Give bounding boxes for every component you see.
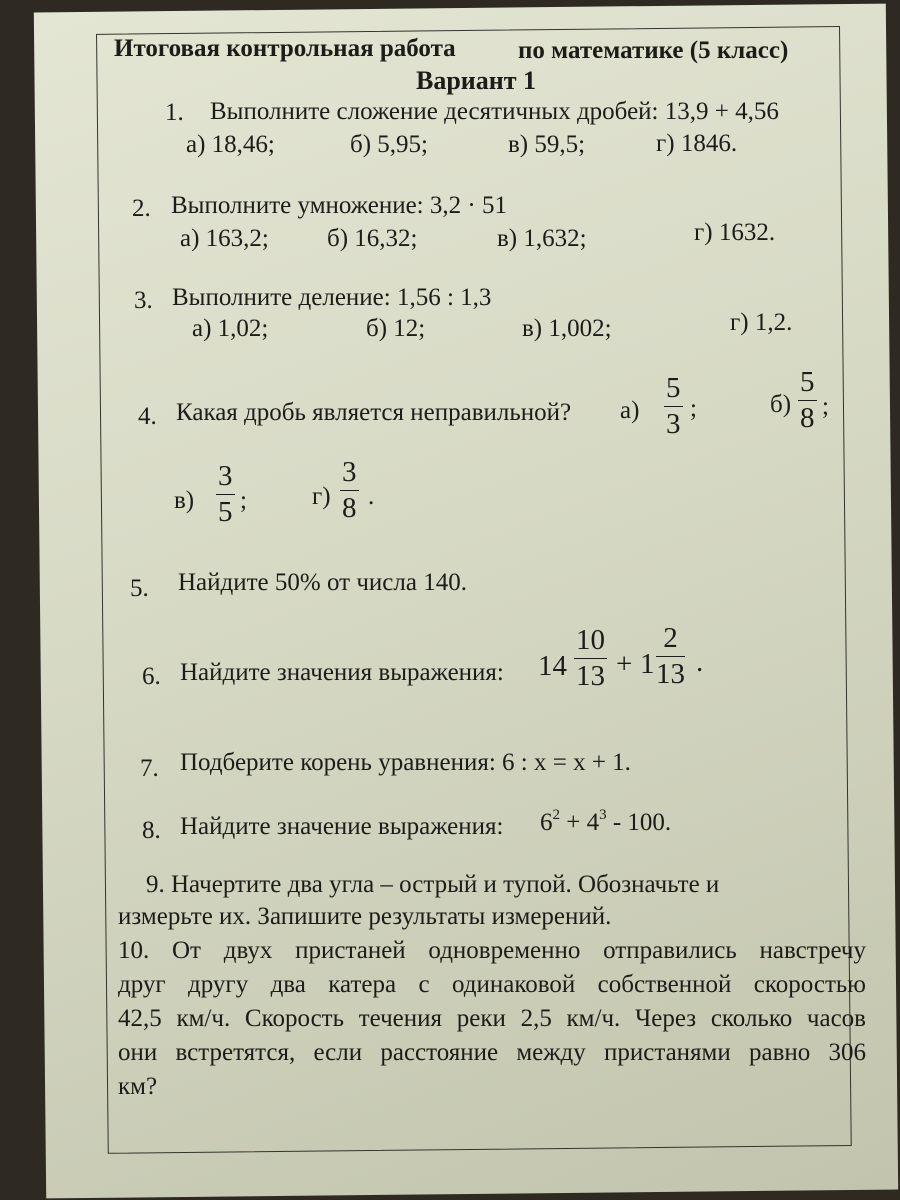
numerator: 10 (574, 626, 607, 659)
option-a: а) 18,46; (186, 131, 275, 158)
question-text-line-1: 10. От двух пристаней одновременно отправились навстречу (118, 937, 866, 964)
fraction-2 (656, 624, 685, 689)
subject-label: по математике (5 класс) (518, 37, 789, 64)
denominator: 8 (800, 402, 815, 434)
question-text-line-5: км? (118, 1073, 158, 1100)
option-v-end: ; (240, 487, 247, 514)
option-a: а) 163,2; (180, 225, 269, 252)
option-b-label: б) (770, 391, 792, 418)
expression-tail: - 100. (612, 809, 672, 836)
question-text-line-1: 9. Начертите два угла – острый и тупой. Обозначьте и (146, 871, 720, 898)
question-text-line-4: они встретятся, если расстояние между пристанями равно 306 (118, 1039, 866, 1066)
exponent-2: 3 (599, 807, 607, 823)
question-text-line-2: друг другу два катера с одинаковой собственной скоростью (118, 971, 866, 998)
question-number: 8. (142, 817, 161, 844)
question-text-line-3: 42,5 км/ч. Скорость течения реки 2,5 км/ч. Через сколько часов (118, 1005, 866, 1032)
fraction-a (664, 374, 683, 439)
question-text: Выполните деление: 1,56 : 1,3 (172, 284, 492, 311)
option-v: в) 1,632; (497, 225, 587, 252)
expression-end: . (696, 646, 704, 678)
option-v: в) 1,002; (522, 315, 612, 342)
denominator: 13 (656, 658, 685, 690)
numerator: 5 (664, 374, 683, 407)
numerator: 2 (656, 624, 685, 657)
question-text: Найдите значение выражения: (180, 813, 504, 840)
question-number: 7. (140, 755, 159, 782)
option-a: а) 1,02; (192, 315, 269, 342)
exponent-1: 2 (552, 807, 560, 823)
question-text: Подберите корень уравнения: 6 : x = x + 1. (180, 749, 631, 776)
question-text: Найдите 50% от числа 140. (178, 569, 467, 596)
mixed-whole-2: 1 (640, 648, 655, 680)
question-text: Выполните умножение: 3,2 · 51 (171, 192, 507, 219)
option-g: г) 1846. (656, 130, 738, 157)
numerator: 5 (798, 368, 817, 401)
option-g: г) 1,2. (730, 309, 793, 336)
variant-label: Вариант 1 (416, 66, 537, 95)
option-g-end: . (368, 483, 375, 510)
question-number: 5. (130, 575, 149, 602)
question-text: Какая дробь является неправильной? (176, 399, 572, 426)
power-expression (540, 807, 672, 836)
numerator: 3 (340, 458, 359, 491)
fraction-1 (574, 626, 607, 691)
question-number: 6. (142, 663, 161, 690)
option-g: г) 1632. (694, 219, 776, 246)
question-number: 4. (138, 403, 157, 430)
question-number: 3. (134, 287, 153, 314)
denominator: 5 (218, 496, 233, 528)
option-v: в) 59,5; (508, 131, 586, 158)
page-title: Итоговая контрольная работа (114, 35, 456, 62)
option-b: б) 16,32; (327, 225, 418, 252)
question-text: Выполните сложение десятичных дробей: 13,9 + 4,56 (210, 98, 779, 125)
fraction-g (340, 458, 359, 523)
option-b: б) 5,95; (350, 131, 428, 158)
question-number: 2. (132, 195, 151, 222)
plus-sign: + (616, 648, 633, 680)
option-a-end: ; (690, 395, 697, 422)
denominator: 8 (342, 492, 357, 524)
option-v-label: в) (174, 487, 195, 514)
operator: + (566, 809, 581, 836)
option-g-label: г) (312, 483, 331, 510)
question-text: Найдите значения выражения: (180, 659, 504, 686)
option-b-end: ; (822, 393, 829, 420)
denominator: 13 (576, 660, 605, 692)
numerator: 3 (216, 462, 235, 495)
question-text-line-2: измерьте их. Запишите результаты измерений. (118, 903, 612, 930)
fraction-v (216, 462, 235, 527)
base-2: 4 (586, 809, 600, 836)
base-1: 6 (540, 809, 553, 836)
fraction-b (798, 368, 817, 433)
option-b: б) 12; (366, 315, 426, 342)
option-a-label: а) (620, 397, 640, 424)
mixed-whole-1: 14 (538, 650, 567, 682)
denominator: 3 (666, 408, 681, 440)
question-number: 1. (165, 99, 184, 126)
